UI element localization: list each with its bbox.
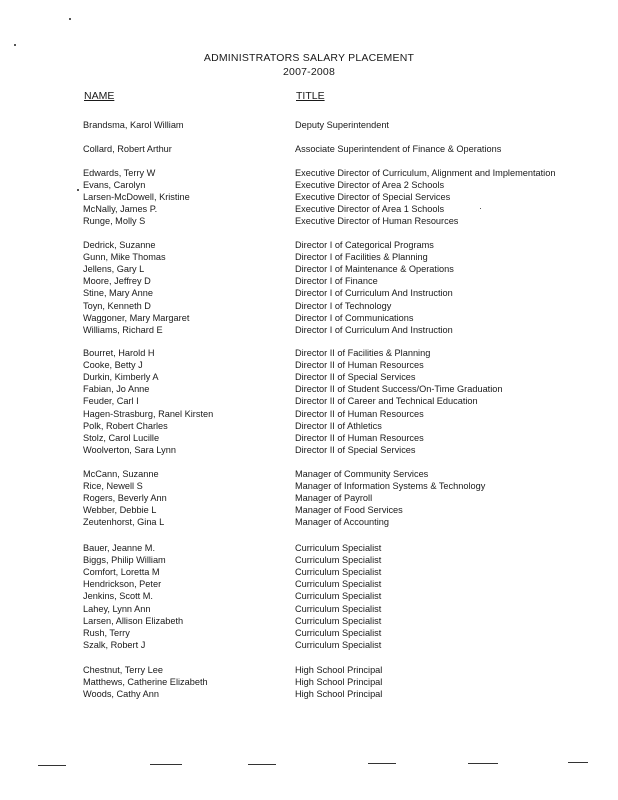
staff-title: Manager of Food Services	[295, 505, 403, 516]
staff-row	[0, 420, 618, 432]
staff-title: Director II of Athletics	[295, 420, 382, 431]
staff-title: Director II of Human Resources	[295, 432, 424, 443]
staff-row	[0, 395, 618, 407]
staff-row	[0, 615, 618, 627]
staff-row	[0, 516, 618, 528]
column-header-name: NAME	[84, 90, 115, 102]
staff-title: Executive Director of Area 1 Schools	[295, 204, 445, 215]
staff-title: High School Principal	[295, 677, 383, 688]
staff-row	[0, 603, 618, 615]
staff-name: McCann, Suzanne	[83, 469, 159, 479]
staff-title: Director I of Maintenance & Operations	[295, 264, 454, 275]
staff-row	[0, 275, 618, 287]
staff-name: Toyn, Kenneth D	[83, 300, 151, 311]
staff-name: Jellens, Gary L	[83, 264, 145, 275]
staff-row	[0, 287, 618, 299]
staff-title: Curriculum Specialist	[295, 615, 382, 626]
staff-name: Woolverton, Sara Lynn	[83, 444, 176, 455]
staff-name: Zeutenhorst, Gina L	[83, 517, 165, 528]
staff-row	[0, 203, 618, 215]
staff-row	[0, 179, 618, 191]
staff-name: Moore, Jeffrey D	[83, 276, 151, 287]
staff-title: Director I of Technology	[295, 300, 392, 311]
staff-name: Collard, Robert Arthur	[83, 144, 172, 154]
staff-row	[0, 143, 618, 155]
staff-title: Curriculum Specialist	[295, 591, 382, 602]
scan-speck	[69, 18, 71, 20]
staff-row	[0, 167, 618, 179]
staff-row	[0, 444, 618, 456]
staff-title: Curriculum Specialist	[295, 555, 382, 566]
staff-name: Hendrickson, Peter	[83, 579, 162, 590]
staff-title: Manager of Community Services	[295, 469, 429, 479]
staff-row	[0, 542, 618, 554]
staff-name: Matthews, Catherine Elizabeth	[83, 677, 208, 688]
staff-title: Director I of Curriculum And Instruction	[295, 324, 453, 335]
staff-title: Executive Director of Area 2 Schools	[295, 180, 445, 191]
staff-name: Bourret, Harold H	[83, 348, 155, 358]
staff-title: Director I of Communications	[295, 312, 414, 323]
scan-dash	[568, 762, 588, 763]
staff-title: Director II of Special Services	[295, 444, 416, 455]
staff-name: McNally, James P.	[83, 204, 158, 215]
scan-dash	[38, 765, 66, 766]
staff-row	[0, 480, 618, 492]
staff-name: Lahey, Lynn Ann	[83, 603, 151, 614]
staff-row	[0, 408, 618, 420]
staff-name: Brandsma, Karol William	[83, 120, 184, 130]
staff-name: Larsen-McDowell, Kristine	[83, 192, 190, 203]
staff-title: Manager of Accounting	[295, 517, 389, 528]
staff-name: Edwards, Terry W	[83, 168, 156, 178]
staff-title: Curriculum Specialist	[295, 627, 382, 638]
scan-speck	[77, 189, 79, 191]
staff-row	[0, 676, 618, 688]
staff-title: Director II of Human Resources	[295, 360, 424, 371]
staff-row	[0, 639, 618, 651]
staff-title: High School Principal	[295, 689, 383, 700]
staff-title: Director II of Career and Technical Education	[295, 396, 478, 407]
staff-row	[0, 300, 618, 312]
staff-title: Curriculum Specialist	[295, 639, 382, 650]
staff-title: Curriculum Specialist	[295, 567, 382, 578]
scan-speck	[480, 208, 481, 209]
staff-name: Cooke, Betty J	[83, 360, 143, 371]
staff-row	[0, 312, 618, 324]
scan-dash	[468, 763, 498, 764]
staff-name: Rogers, Beverly Ann	[83, 493, 167, 504]
staff-row	[0, 347, 618, 359]
staff-name: Chestnut, Terry Lee	[83, 665, 164, 675]
staff-title: Director II of Student Success/On-Time Graduation	[295, 384, 503, 395]
staff-row	[0, 383, 618, 395]
staff-row	[0, 263, 618, 275]
staff-row	[0, 554, 618, 566]
staff-title: Director I of Categorical Programs	[295, 240, 434, 250]
staff-name: Biggs, Philip William	[83, 555, 166, 566]
document-year: 2007-2008	[282, 66, 335, 78]
staff-name: Szalk, Robert J	[83, 639, 146, 650]
staff-name: Woods, Cathy Ann	[83, 689, 159, 700]
staff-row	[0, 215, 618, 227]
staff-title: Curriculum Specialist	[295, 579, 382, 590]
staff-row	[0, 251, 618, 263]
staff-title: Manager of Payroll	[295, 493, 373, 504]
staff-row	[0, 627, 618, 639]
staff-row	[0, 359, 618, 371]
staff-title: Manager of Information Systems & Technology	[295, 481, 486, 492]
staff-title: Curriculum Specialist	[295, 603, 382, 614]
staff-row	[0, 191, 618, 203]
staff-row	[0, 590, 618, 602]
staff-title: Associate Superintendent of Finance & Operations	[295, 144, 502, 154]
staff-row	[0, 492, 618, 504]
staff-name: Polk, Robert Charles	[83, 420, 168, 431]
staff-name: Larsen, Allison Elizabeth	[83, 615, 184, 626]
staff-row	[0, 504, 618, 516]
staff-row	[0, 324, 618, 336]
staff-name: Stolz, Carol Lucille	[83, 432, 160, 443]
staff-name: Comfort, Loretta M	[83, 567, 160, 578]
staff-row	[0, 432, 618, 444]
staff-name: Waggoner, Mary Margaret	[83, 312, 190, 323]
staff-name: Jenkins, Scott M.	[83, 591, 153, 602]
staff-name: Evans, Carolyn	[83, 180, 146, 191]
staff-name: Stine, Mary Anne	[83, 288, 153, 299]
staff-title: Executive Director of Human Resources	[295, 216, 459, 227]
staff-name: Hagen-Strasburg, Ranel Kirsten	[83, 408, 214, 419]
staff-row	[0, 578, 618, 590]
staff-title: Curriculum Specialist	[295, 543, 382, 553]
staff-name: Rice, Newell S	[83, 481, 143, 492]
staff-name: Williams, Richard E	[83, 324, 163, 335]
staff-name: Dedrick, Suzanne	[83, 240, 156, 250]
staff-title: Director II of Facilities & Planning	[295, 348, 431, 358]
staff-row	[0, 119, 618, 131]
staff-name: Durkin, Kimberly A	[83, 372, 159, 383]
staff-name: Fabian, Jo Anne	[83, 384, 150, 395]
staff-name: Webber, Debbie L	[83, 505, 157, 516]
staff-title: Director II of Special Services	[295, 372, 416, 383]
staff-row	[0, 566, 618, 578]
staff-title: Deputy Superintendent	[295, 120, 389, 130]
staff-title: High School Principal	[295, 665, 383, 675]
staff-name: Gunn, Mike Thomas	[83, 252, 166, 263]
staff-title: Executive Director of Curriculum, Alignment and Implementation	[295, 168, 556, 178]
column-header-title: TITLE	[296, 90, 325, 102]
staff-row	[0, 688, 618, 700]
staff-title: Director I of Facilities & Planning	[295, 252, 428, 263]
staff-title: Director I of Finance	[295, 276, 378, 287]
staff-name: Feuder, Carl I	[83, 396, 139, 407]
staff-name: Runge, Molly S	[83, 216, 146, 227]
staff-title: Director I of Curriculum And Instruction	[295, 288, 453, 299]
scan-dash	[150, 764, 182, 765]
document-title: ADMINISTRATORS SALARY PLACEMENT	[203, 52, 415, 64]
scan-speck	[14, 44, 16, 46]
scan-dash	[368, 763, 396, 764]
scan-dash	[248, 764, 276, 765]
staff-row	[0, 239, 618, 251]
staff-title: Director II of Human Resources	[295, 408, 424, 419]
staff-name: Bauer, Jeanne M.	[83, 543, 156, 553]
staff-title: Executive Director of Special Services	[295, 192, 451, 203]
staff-row	[0, 371, 618, 383]
staff-row	[0, 664, 618, 676]
staff-row	[0, 468, 618, 480]
staff-name: Rush, Terry	[83, 627, 130, 638]
